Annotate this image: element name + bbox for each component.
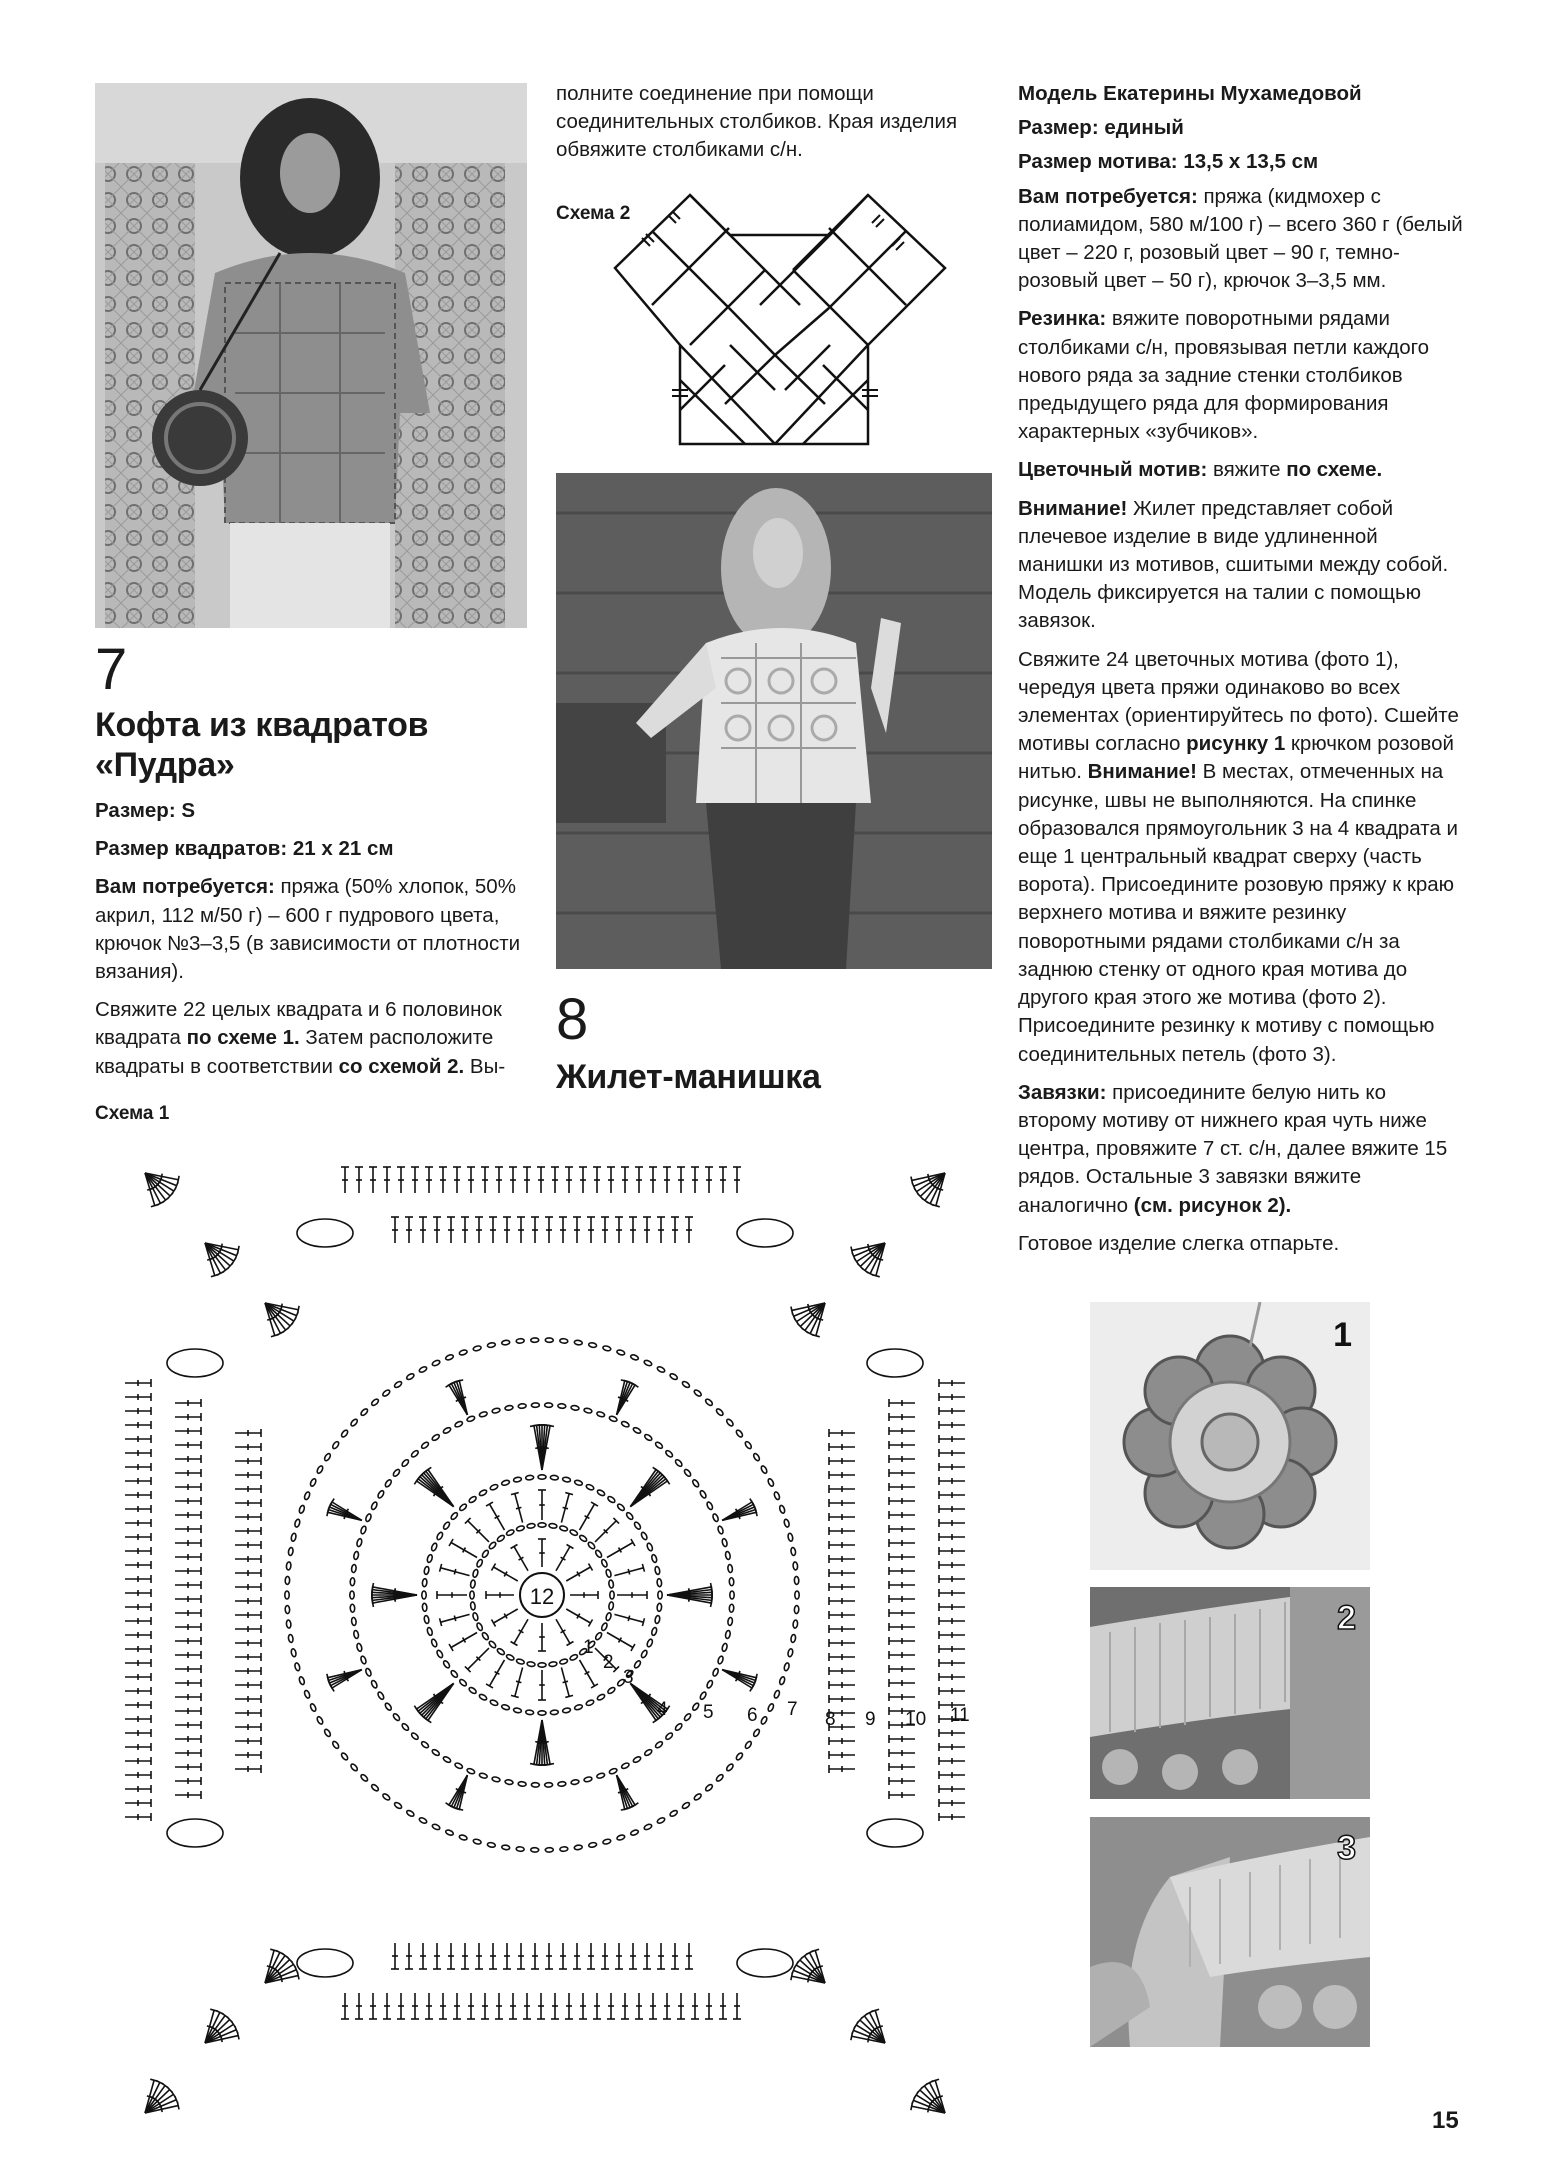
needs-label: Вам потребуется: <box>1018 184 1198 208</box>
process-photo-2 <box>1090 1587 1370 1799</box>
row-num-4: 4 <box>657 1699 668 1720</box>
row-num-2: 2 <box>603 1652 614 1673</box>
row-num-11: 11 <box>950 1705 970 1726</box>
photo-label-2: 2 <box>1337 1599 1356 1637</box>
needs-label: Вам потребуется: <box>95 875 275 899</box>
row-num-1: 1 <box>583 1637 594 1658</box>
p-b: рисунку 1 <box>1186 732 1286 756</box>
needs-value: пряжа (50% хлопок, 50% акрил, 112 м/50 г) – 600 г пудрового цвета, крючок №3–3,5 (в зависимости от плотности вязания). <box>95 875 521 984</box>
page-number: 15 <box>1432 2107 1459 2134</box>
row-num-9: 9 <box>865 1709 876 1730</box>
row-num-8: 8 <box>825 1709 836 1730</box>
photo-label-1: 1 <box>1333 1316 1352 1354</box>
attn-value: Жилет представляет собой плечевое изделие в виде удлиненной манишки из мотивов, сшитыми между собой. Модель фиксируется на талии с помощью завязок. <box>1018 496 1449 633</box>
p1-b: по схеме 1. <box>186 1026 300 1050</box>
model8-number: 8 <box>556 987 589 1052</box>
model7-title-line2: «Пудра» <box>95 746 235 784</box>
ties-b: (см. рисунок 2). <box>1133 1193 1292 1217</box>
flower-value-a: вяжите <box>1207 458 1287 482</box>
row-num-6: 6 <box>747 1705 758 1726</box>
flower-label: Цветочный мотив: <box>1018 458 1208 482</box>
process-photo-3 <box>1090 1817 1370 2047</box>
rib-label: Резинка: <box>1018 307 1107 331</box>
model7-title <box>95 705 525 785</box>
size-value: S <box>175 799 196 822</box>
col2-top-text: полните соединение при помощи соединительных столбиков. Края изделия обвяжите столбиками с/н. <box>556 82 958 162</box>
model7-text <box>95 797 530 1081</box>
model8-text <box>1018 80 1463 1268</box>
attn-label: Внимание! <box>1018 496 1128 520</box>
process-photo-1 <box>1090 1302 1370 1570</box>
model7-number: 7 <box>95 637 128 702</box>
flower-value-b: по схеме. <box>1286 458 1383 482</box>
chart-center-label: 12 <box>529 1584 555 1609</box>
size: Размер: единый <box>1018 116 1184 140</box>
p1-e: Вы- <box>464 1054 506 1078</box>
row-num-3: 3 <box>623 1667 634 1688</box>
squares-label: Размер квадратов: <box>95 837 288 861</box>
size-label: Размер: <box>95 799 176 822</box>
p-d: Внимание! <box>1087 760 1197 784</box>
schema1-label: Схема 1 <box>95 1103 170 1124</box>
row-num-5: 5 <box>703 1702 714 1723</box>
schema2-diagram <box>610 190 950 450</box>
schema2-label: Схема 2 <box>556 203 631 224</box>
p1-c: Затем расположите квадраты в соответствии <box>95 1026 494 1078</box>
schema1-crochet-chart <box>95 1133 995 2143</box>
model7-photo <box>95 83 527 628</box>
rib-value: вяжите поворотными рядами столбиками с/н, провязывая петли каждого нового ряда за задние стенки столбиков предыдущего ряда для формирования характерных «зубчиков». <box>1018 307 1430 444</box>
model8-title: Жилет-манишка <box>556 1058 821 1096</box>
p1-d: со схемой 2. <box>338 1054 465 1078</box>
needs-value: пряжа (кидмохер с полиамидом, 580 м/100 г) – всего 360 г (белый цвет – 220 г, розовый цвет – 90 г, темно-розовый цвет – 50 г), крючок 3–3,5 мм. <box>1018 184 1463 293</box>
p-a: Свяжите 24 цветочных мотива (фото 1), чередуя цвета пряжи одинаково во всех элементах (ориентируйтесь по фото). Сшейте мотивы согласно <box>1018 647 1459 756</box>
squares-value: 21 х 21 см <box>287 837 394 861</box>
p-c: крючком розовой нитью. <box>1018 732 1454 784</box>
p-e: В местах, отмеченных на рисунке, швы не выполняются. На спинке образовался прямоугольник 3 на 4 квадрата и еще 1 центральный квадрат сверху (часть ворота). Присоедините розовую пряжу к краю верхнего мотива и вяжите резинку поворотными рядами столбиками с/н за заднюю стенку от одного края мотива до другого края этого же мотива (фото 2). Присоедините резинку к мотиву с помощью соединительных петель (фото 3). <box>1018 760 1458 1066</box>
ties-a: присоедините белую нить ко второму мотиву от нижнего края чуть ниже центра, провяжите 7 ст. с/н, далее вяжите 15 рядов. Остальные 3 завязки вяжите аналогично <box>1018 1080 1448 1217</box>
photo-label-3: 3 <box>1337 1829 1356 1867</box>
ties-label: Завязки: <box>1018 1080 1107 1104</box>
row-num-10: 10 <box>905 1709 927 1730</box>
p1-a: Свяжите 22 целых квадрата и 6 половинок квадрата <box>95 998 502 1050</box>
model7-title-line1: Кофта из квадратов <box>95 706 429 744</box>
motif-size: Размер мотива: 13,5 х 13,5 см <box>1018 150 1319 174</box>
author: Модель Екатерины Мухамедовой <box>1018 82 1362 105</box>
model8-photo <box>556 473 992 969</box>
final: Готовое изделие слегка отпарьте. <box>1018 1231 1340 1255</box>
row-num-7: 7 <box>787 1699 798 1720</box>
